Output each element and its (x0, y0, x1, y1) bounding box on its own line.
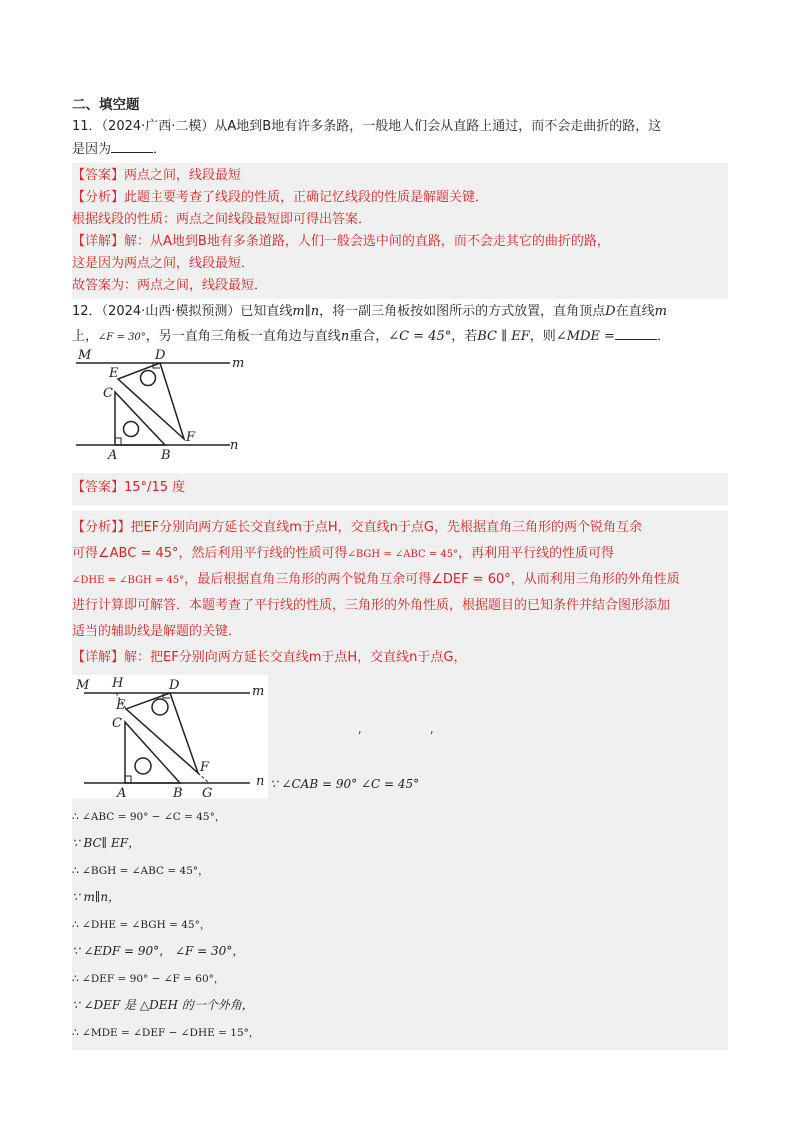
q11-analysis (72, 187, 728, 209)
analysis-text: 把EF分别向两方延长交直线m于点H，交直线n于点G，先根据直角三角形的两个锐角互余 (130, 520, 642, 535)
fig1-label-M: M (78, 349, 92, 363)
fig1-label-A: A (108, 448, 118, 463)
fig1-label-E: E (109, 366, 119, 381)
q12-figure (72, 349, 728, 467)
solution-step (72, 965, 728, 992)
q12-text-g: ，若 (451, 329, 478, 344)
q12-line-n: n (340, 329, 350, 344)
step-text: ∵ ∠EDF = 90°， ∠F = 30°， (72, 944, 245, 958)
answer-tag: 【答案】 (72, 480, 125, 495)
fig1-label-n: n (230, 438, 239, 453)
section-title: 二、填空题 (72, 97, 140, 113)
solution-step (72, 884, 728, 911)
q11-answer (72, 165, 728, 187)
q12-analysis-3 (72, 567, 728, 593)
step-text: ∴ ∠MDE = ∠DEF − ∠DHE = 15°， (72, 1027, 260, 1039)
q11-detail-3: 故答案为：两点之间，线段最短． (72, 278, 268, 293)
triangle-figure-2 (72, 675, 272, 799)
q12-line2 (72, 325, 728, 349)
step-text: ∴ ∠DEF = 90° − ∠F = 60°， (72, 973, 225, 985)
solution-step (72, 830, 728, 857)
fig1-label-C: C (103, 386, 113, 401)
fig2-label-C: C (112, 716, 122, 731)
detail-tag: 【详解】 (72, 650, 125, 665)
fig2-label-H: H (112, 676, 124, 691)
fig1-label-D: D (155, 349, 166, 363)
analysis-formula-1: ∠BGH = ∠ABC = 45° (347, 549, 459, 560)
q12-text-f: 重合， (349, 329, 389, 344)
q12-detail (72, 645, 728, 671)
solution-step (72, 911, 728, 938)
q11-detail-2: 这是因为两点之间，线段最短． (72, 256, 255, 271)
q12-text-d: 上， (72, 329, 99, 344)
analysis-text-3b: ，最后根据直角三角形的两个锐角互余可得∠DEF = 60°，从而利用三角形的外角性质 (184, 572, 680, 587)
answer-blank (111, 138, 153, 153)
solution-step (72, 938, 728, 965)
fig2-label-D: D (169, 678, 180, 693)
q12-source: （2024·山西·模拟预测） (101, 304, 241, 319)
q12-number: 12． (72, 304, 102, 319)
q12-point-d: D (605, 304, 616, 319)
fig2-label-A: A (117, 786, 127, 799)
fig2-label-F: F (200, 760, 210, 775)
q12-line-m: m (654, 304, 667, 319)
page (72, 96, 728, 1050)
step-text: ∵ BC∥ EF， (72, 836, 141, 850)
solution-step (72, 1019, 728, 1046)
q11-source: （2024·广西·二模） (101, 119, 215, 134)
fig2-label-E: E (116, 698, 126, 713)
analysis-formula-2: ∠DHE = ∠BGH = 45° (72, 575, 185, 586)
analysis-tag: 【分析】 (72, 190, 125, 205)
q12-period: ． (656, 329, 670, 344)
q11-detail (72, 231, 728, 253)
q11-analysis-2: 根据线段的性质：两点之间线段最短即可得出答案． (72, 212, 372, 227)
q12-answer (72, 477, 728, 499)
analysis-text-2a: 可得∠ABC = 45°，然后利用平行线的性质可得 (72, 546, 348, 561)
step-text: ∴ ∠ABC = 90° − ∠C = 45°， (72, 811, 226, 823)
q12-text-b: ，将一副三角板按如图所示的方式放置，直角顶点 (319, 304, 606, 319)
solution-step (72, 803, 728, 830)
q12-analysis-4: 进行计算即可解答．本题考查了平行线的性质，三角形的外角性质，根据题目的已知条件并结合图形添加 (72, 598, 671, 613)
stray-comma-1: , (358, 723, 362, 736)
q12-figure-2 (72, 675, 728, 799)
fig1-label-m: m (232, 356, 245, 371)
q12-angle-f: ∠F = 30° (98, 332, 146, 343)
detail-text: 解：从A地到B地有多条道路，人们一般会选中间的直路，而不会走其它的曲折的路， (124, 234, 610, 249)
triangle-figure (72, 349, 312, 467)
q11-solution-box (72, 163, 728, 299)
analysis-text-2c: ，再利用平行线的性质可得 (458, 546, 615, 561)
fig2-label-G: G (202, 786, 213, 799)
q12-analysis-2 (72, 541, 728, 567)
q12-text-h: ，则 (529, 329, 556, 344)
step-text: ∵ ∠DEF 是 △DEH 的一个外角， (72, 998, 254, 1012)
answer-blank (615, 325, 657, 340)
q11-text-2: 是因为 (72, 142, 112, 157)
given-angles: ∵ ∠CAB = 90° ∠C = 45° (270, 777, 420, 791)
step-text: ∵ m∥n， (72, 890, 121, 904)
fig2-label-M: M (76, 678, 90, 693)
q12-question: ∠MDE = (555, 329, 615, 344)
q12-text-e: ，另一直角三角板一直角边与直线 (145, 329, 341, 344)
q12-analysis-box (72, 511, 728, 1050)
answer-text: 15°/15 度 (124, 480, 186, 495)
solution-step (72, 992, 728, 1019)
stray-comma-2: , (430, 723, 434, 736)
q12-analysis-1 (72, 515, 728, 541)
fig1-label-F: F (186, 430, 196, 445)
q11-line1 (72, 116, 728, 138)
q12-text-a: 已知直线 (240, 304, 293, 319)
detail-text: 解：把EF分别向两方延长交直线m于点H，交直线n于点G， (124, 650, 467, 665)
fig2-label-B: B (173, 786, 183, 799)
detail-tag: 【详解】 (72, 234, 125, 249)
q12-parallel: m∥n (292, 304, 320, 319)
q12-line1 (72, 301, 728, 323)
q11-text-1: 从A地到B地有许多条路，一般地人们会从直路上通过，而不会走曲折的路，这 (214, 119, 662, 134)
answer-text: 两点之间，线段最短 (124, 168, 242, 183)
q11-period: ． (153, 142, 167, 157)
analysis-text: 此题主要考查了线段的性质，正确记忆线段的性质是解题关键． (124, 190, 489, 205)
solution-steps (72, 803, 728, 1046)
q11-number: 11． (72, 119, 102, 134)
analysis-tag: 【分析】】 (72, 520, 131, 535)
q12-text-c: 在直线 (615, 304, 655, 319)
q12-analysis-5: 适当的辅助线是解题的关键． (72, 624, 242, 639)
q12-bc-parallel-ef: BC ∥ EF (477, 329, 530, 344)
q12-angle-c: ∠C = 45° (388, 329, 452, 344)
fig2-label-m: m (252, 684, 265, 699)
q12-solution-box (72, 473, 728, 505)
solution-step (72, 857, 728, 884)
answer-tag: 【答案】 (72, 168, 125, 183)
step-text: ∴ ∠BGH = ∠ABC = 45°， (72, 865, 209, 877)
q11-line2 (72, 138, 728, 161)
fig1-label-B: B (161, 448, 171, 463)
fig2-label-n: n (256, 774, 265, 789)
step-text: ∴ ∠DHE = ∠BGH = 45°， (72, 919, 211, 931)
